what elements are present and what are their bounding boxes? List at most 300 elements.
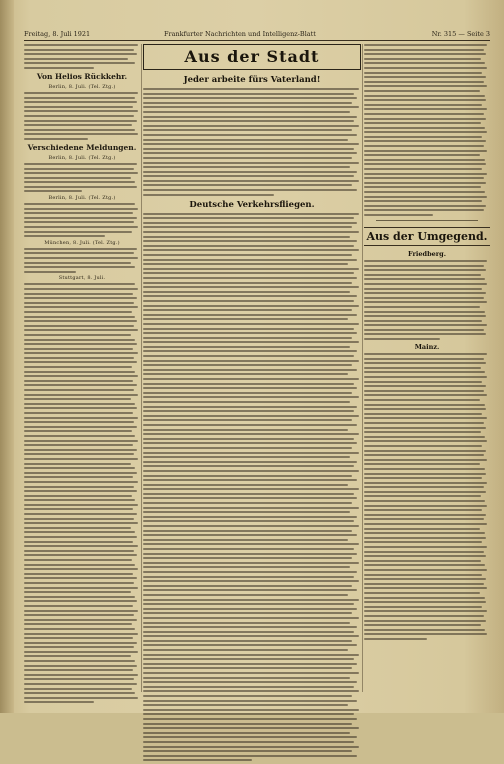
- text-line: [364, 200, 482, 202]
- text-line: [364, 186, 481, 188]
- column-right: [364, 44, 490, 642]
- text-line: [24, 527, 131, 529]
- text-line: [364, 367, 481, 369]
- text-line: [24, 669, 133, 671]
- text-line: [24, 614, 134, 616]
- text-line: [364, 436, 485, 438]
- text-line: [143, 713, 354, 715]
- text-line: [364, 353, 487, 355]
- text-line: [24, 380, 133, 382]
- text-line: [364, 541, 482, 543]
- text-line: [24, 58, 128, 60]
- text-line: [24, 642, 137, 644]
- text-line: [364, 551, 484, 553]
- text-line: [24, 208, 138, 210]
- text-line: [364, 306, 480, 308]
- text-line: [143, 222, 357, 224]
- text-line: [143, 328, 354, 330]
- text-line: [364, 620, 486, 622]
- text-line: [143, 323, 359, 325]
- text-line: [364, 445, 482, 447]
- text-line: [143, 667, 352, 669]
- text-line: [143, 217, 354, 219]
- text-line: [364, 523, 487, 525]
- text-line: [24, 472, 137, 474]
- text-line: [143, 617, 359, 619]
- text-line: [364, 67, 487, 69]
- text-line: [364, 90, 480, 92]
- text-line: [143, 213, 359, 215]
- text-line: [143, 479, 357, 481]
- text-line: [143, 690, 359, 692]
- text-line: [24, 124, 132, 126]
- section-heading: Von Helios Rückkehr.: [36, 71, 128, 81]
- text-line: [364, 131, 487, 133]
- column-rule: [141, 44, 142, 692]
- text-line: [143, 732, 350, 734]
- text-line: [143, 360, 359, 362]
- text-line: [143, 475, 352, 477]
- text-line: [24, 384, 137, 386]
- text-line: [143, 97, 357, 99]
- text-line: [364, 150, 487, 152]
- text-line: [143, 438, 354, 440]
- text-line: [143, 663, 357, 665]
- text-line: [24, 554, 137, 556]
- text-line: [143, 392, 352, 394]
- text-line: [364, 329, 484, 331]
- dateline: München, 8. Juli. (Tel. Ztg.): [44, 239, 120, 246]
- text-line: [364, 606, 482, 608]
- text-line: [364, 62, 485, 64]
- text-line: [24, 458, 138, 460]
- text-line: [24, 633, 138, 635]
- text-line: [143, 442, 357, 444]
- text-line: [143, 635, 359, 637]
- text-line: [24, 568, 138, 570]
- text-line: [143, 493, 354, 495]
- text-line: [24, 288, 138, 290]
- text-line: [24, 486, 134, 488]
- text-line: [364, 587, 487, 589]
- text-line: [364, 113, 484, 115]
- text-line: [143, 571, 357, 573]
- text-line: [143, 263, 348, 265]
- text-line: [364, 274, 481, 276]
- text-line: [364, 338, 440, 340]
- text-line: [364, 427, 486, 429]
- text-line: [24, 177, 131, 179]
- text-line: [143, 750, 352, 752]
- text-line: [143, 300, 354, 302]
- text-line: [24, 138, 88, 140]
- text-line: [24, 541, 133, 543]
- section-banner: Aus der Stadt: [143, 44, 361, 70]
- text-line: [24, 334, 131, 336]
- text-line: [143, 429, 348, 431]
- text-line: [24, 339, 135, 341]
- text-line: [364, 459, 487, 461]
- text-line: [143, 387, 357, 389]
- text-line: [364, 81, 484, 83]
- text-line: [364, 182, 486, 184]
- text-line: [24, 181, 135, 183]
- text-line: [364, 624, 481, 626]
- text-line: [143, 355, 354, 357]
- text-line: [364, 118, 486, 120]
- text-line: [143, 305, 359, 307]
- text-line: [24, 701, 94, 703]
- text-line: [24, 271, 76, 273]
- text-line: [24, 651, 138, 653]
- text-line: [364, 283, 487, 285]
- text-line: [143, 369, 357, 371]
- text-line: [24, 186, 137, 188]
- text-line: [364, 136, 482, 138]
- text-line: [364, 537, 486, 539]
- text-line: [143, 318, 348, 320]
- text-line: [143, 484, 348, 486]
- text-line: [143, 194, 274, 196]
- text-line: [143, 378, 359, 380]
- text-line: [143, 396, 359, 398]
- text-line: [143, 272, 354, 274]
- text-line: [24, 231, 132, 233]
- text-line: [143, 111, 350, 113]
- text-line: [24, 106, 133, 108]
- text-line: [24, 235, 105, 237]
- text-line: [364, 417, 487, 419]
- dateline: Berlin, 8. Juli. (Tel. Ztg.): [48, 83, 116, 90]
- text-line: [143, 516, 357, 518]
- text-line: [364, 173, 487, 175]
- text-line: [24, 168, 134, 170]
- text-line: [24, 522, 138, 524]
- text-line: [24, 665, 137, 667]
- text-line: [143, 291, 350, 293]
- text-line: [24, 283, 135, 285]
- text-line: [24, 129, 135, 131]
- text-line: [143, 373, 348, 375]
- text-line: [143, 530, 352, 532]
- text-line: [143, 383, 354, 385]
- text-line: [364, 288, 482, 290]
- text-line: [24, 564, 135, 566]
- text-line: [24, 430, 132, 432]
- text-line: [24, 110, 138, 112]
- text-line: [364, 463, 480, 465]
- text-line: [24, 545, 138, 547]
- text-line: [24, 550, 134, 552]
- text-line: [24, 120, 137, 122]
- text-line: [143, 139, 348, 141]
- text-line: [364, 597, 485, 599]
- text-line: [24, 163, 137, 165]
- text-line: [364, 564, 485, 566]
- text-line: [24, 596, 135, 598]
- locality-heading: Friedberg.: [408, 249, 446, 258]
- text-line: [143, 543, 359, 545]
- text-line: [364, 629, 485, 631]
- page-binding: [0, 0, 14, 713]
- text-line: [24, 467, 135, 469]
- text-line: [143, 277, 357, 279]
- text-line: [24, 190, 82, 192]
- text-line: [143, 106, 359, 108]
- text-line: [364, 371, 485, 373]
- text-line: [143, 520, 354, 522]
- text-line: [143, 456, 350, 458]
- text-line: [364, 491, 486, 493]
- text-line: [364, 333, 486, 335]
- text-line: [364, 362, 486, 364]
- article-headline: Deutsche Verkehrsfliegen.: [189, 199, 315, 210]
- text-line: [24, 403, 135, 405]
- text-line: [143, 152, 357, 154]
- text-line: [364, 505, 487, 507]
- text-line: [24, 440, 138, 442]
- text-line: [143, 125, 359, 127]
- text-line: [143, 401, 350, 403]
- text-line: [143, 406, 357, 408]
- text-line: [143, 240, 357, 242]
- page-header: [24, 30, 490, 41]
- text-line: [143, 166, 350, 168]
- text-line: [24, 495, 132, 497]
- text-line: [143, 507, 359, 509]
- text-line: [143, 424, 357, 426]
- text-line: [24, 660, 135, 662]
- text-line: [364, 278, 485, 280]
- text-line: [24, 688, 132, 690]
- text-line: [24, 453, 134, 455]
- text-line: [24, 343, 137, 345]
- text-line: [143, 282, 352, 284]
- text-line: [143, 309, 352, 311]
- text-line: [364, 269, 486, 271]
- text-line: [24, 559, 132, 561]
- text-line: [143, 295, 357, 297]
- text-line: [143, 337, 352, 339]
- header-date: Freitag, 8. Juli 1921: [24, 30, 91, 38]
- text-line: [24, 348, 133, 350]
- text-line: [143, 548, 354, 550]
- column-rule: [362, 44, 363, 692]
- text-line: [143, 447, 352, 449]
- text-line: [24, 591, 131, 593]
- text-line: [364, 104, 482, 106]
- text-line: [364, 509, 482, 511]
- text-line: [24, 53, 137, 55]
- text-line: [143, 640, 352, 642]
- text-line: [24, 302, 134, 304]
- text-line: [24, 221, 134, 223]
- text-line: [143, 236, 350, 238]
- text-line: [143, 612, 352, 614]
- text-line: [24, 44, 138, 46]
- text-line: [24, 518, 134, 520]
- text-line: [364, 486, 484, 488]
- text-line: [364, 532, 485, 534]
- text-line: [364, 385, 486, 387]
- text-line: [143, 497, 357, 499]
- text-line: [143, 700, 357, 702]
- text-line: [24, 449, 137, 451]
- text-line: [364, 196, 487, 198]
- text-line: [24, 67, 94, 69]
- text-line: [364, 163, 486, 165]
- text-line: [364, 320, 482, 322]
- text-line: [24, 577, 137, 579]
- text-line: [143, 539, 348, 541]
- article-headline: Jeder arbeite fürs Vaterland!: [183, 75, 321, 85]
- text-line: [143, 566, 350, 568]
- text-line: [24, 297, 137, 299]
- text-line: [143, 231, 359, 233]
- text-line: [364, 177, 484, 179]
- text-line: [24, 481, 138, 483]
- text-line: [143, 626, 357, 628]
- text-line: [24, 329, 138, 331]
- text-line: [24, 311, 132, 313]
- text-line: [364, 574, 482, 576]
- text-line: [143, 723, 352, 725]
- text-line: [364, 49, 484, 51]
- text-line: [143, 341, 359, 343]
- text-line: [24, 257, 138, 259]
- text-line: [143, 576, 354, 578]
- text-line: [24, 582, 134, 584]
- text-line: [24, 692, 135, 694]
- text-line: [364, 381, 482, 383]
- text-line: [364, 592, 480, 594]
- text-line: [364, 108, 487, 110]
- text-line: [24, 394, 138, 396]
- text-line: [364, 85, 487, 87]
- text-line: [143, 741, 354, 743]
- text-line: [143, 580, 359, 582]
- text-line: [143, 599, 359, 601]
- text-line: [24, 371, 135, 373]
- text-line: [143, 759, 252, 761]
- text-line: [364, 358, 484, 360]
- section-heading: Verschiedene Meldungen.: [27, 142, 137, 152]
- text-line: [364, 583, 484, 585]
- text-line: [364, 555, 486, 557]
- text-line: [364, 495, 481, 497]
- text-line: [364, 569, 487, 571]
- text-line: [364, 324, 487, 326]
- text-line: [24, 426, 137, 428]
- text-line: [24, 407, 137, 409]
- text-line: [143, 157, 352, 159]
- text-line: [24, 217, 137, 219]
- text-line: [364, 301, 487, 303]
- text-line: [24, 361, 137, 363]
- text-line: [24, 226, 138, 228]
- text-line: [364, 99, 486, 101]
- text-line: [143, 120, 354, 122]
- text-line: [364, 214, 433, 216]
- text-line: [143, 129, 352, 131]
- text-line: [24, 252, 134, 254]
- text-line: [24, 637, 133, 639]
- text-line: [364, 76, 486, 78]
- text-line: [143, 654, 359, 656]
- text-line: [364, 610, 487, 612]
- text-line: [24, 646, 134, 648]
- text-line: [143, 332, 357, 334]
- text-line: [143, 180, 359, 182]
- text-line: [364, 408, 486, 410]
- text-line: [143, 594, 348, 596]
- text-line: [143, 259, 357, 261]
- section-banner: Aus der Umgegend.: [364, 227, 490, 246]
- text-line: [24, 619, 137, 621]
- text-line: [143, 314, 357, 316]
- text-line: [24, 62, 135, 64]
- text-line: [364, 450, 486, 452]
- text-line: [24, 610, 138, 612]
- text-line: [143, 709, 359, 711]
- text-line: [24, 628, 135, 630]
- text-line: [143, 171, 357, 173]
- text-line: [24, 389, 134, 391]
- text-line: [364, 601, 486, 603]
- text-line: [143, 184, 352, 186]
- text-line: [364, 473, 486, 475]
- text-line: [143, 452, 359, 454]
- text-line: [364, 297, 484, 299]
- text-line: [143, 686, 354, 688]
- text-line: [143, 470, 359, 472]
- text-line: [364, 122, 481, 124]
- text-line: [24, 513, 137, 515]
- text-line: [24, 92, 138, 94]
- text-line: [364, 53, 486, 55]
- text-line: [143, 465, 354, 467]
- text-line: [143, 704, 348, 706]
- text-line: [143, 102, 352, 104]
- text-line: [24, 375, 138, 377]
- text-line: [24, 504, 138, 506]
- text-line: [143, 553, 357, 555]
- dateline: Berlin, 8. Juli. (Tel. Ztg.): [48, 195, 116, 202]
- text-line: [24, 683, 137, 685]
- text-line: [143, 631, 354, 633]
- text-line: [364, 205, 486, 207]
- text-line: [143, 143, 359, 145]
- text-line: [364, 615, 484, 617]
- text-line: [143, 727, 359, 729]
- header-page-number: Nr. 315 — Seite 3: [431, 30, 490, 38]
- text-line: [24, 508, 133, 510]
- text-line: [143, 677, 350, 679]
- text-line: [143, 603, 354, 605]
- text-line: [364, 578, 486, 580]
- text-line: [364, 546, 487, 548]
- text-line: [24, 398, 131, 400]
- text-line: [24, 97, 135, 99]
- text-line: [364, 500, 485, 502]
- dateline: Berlin, 8. Juli. (Tel. Ztg.): [48, 154, 116, 161]
- text-line: [364, 95, 485, 97]
- text-line: [24, 499, 135, 501]
- text-line: [143, 175, 354, 177]
- text-line: [143, 695, 352, 697]
- text-line: [143, 644, 357, 646]
- text-line: [24, 476, 133, 478]
